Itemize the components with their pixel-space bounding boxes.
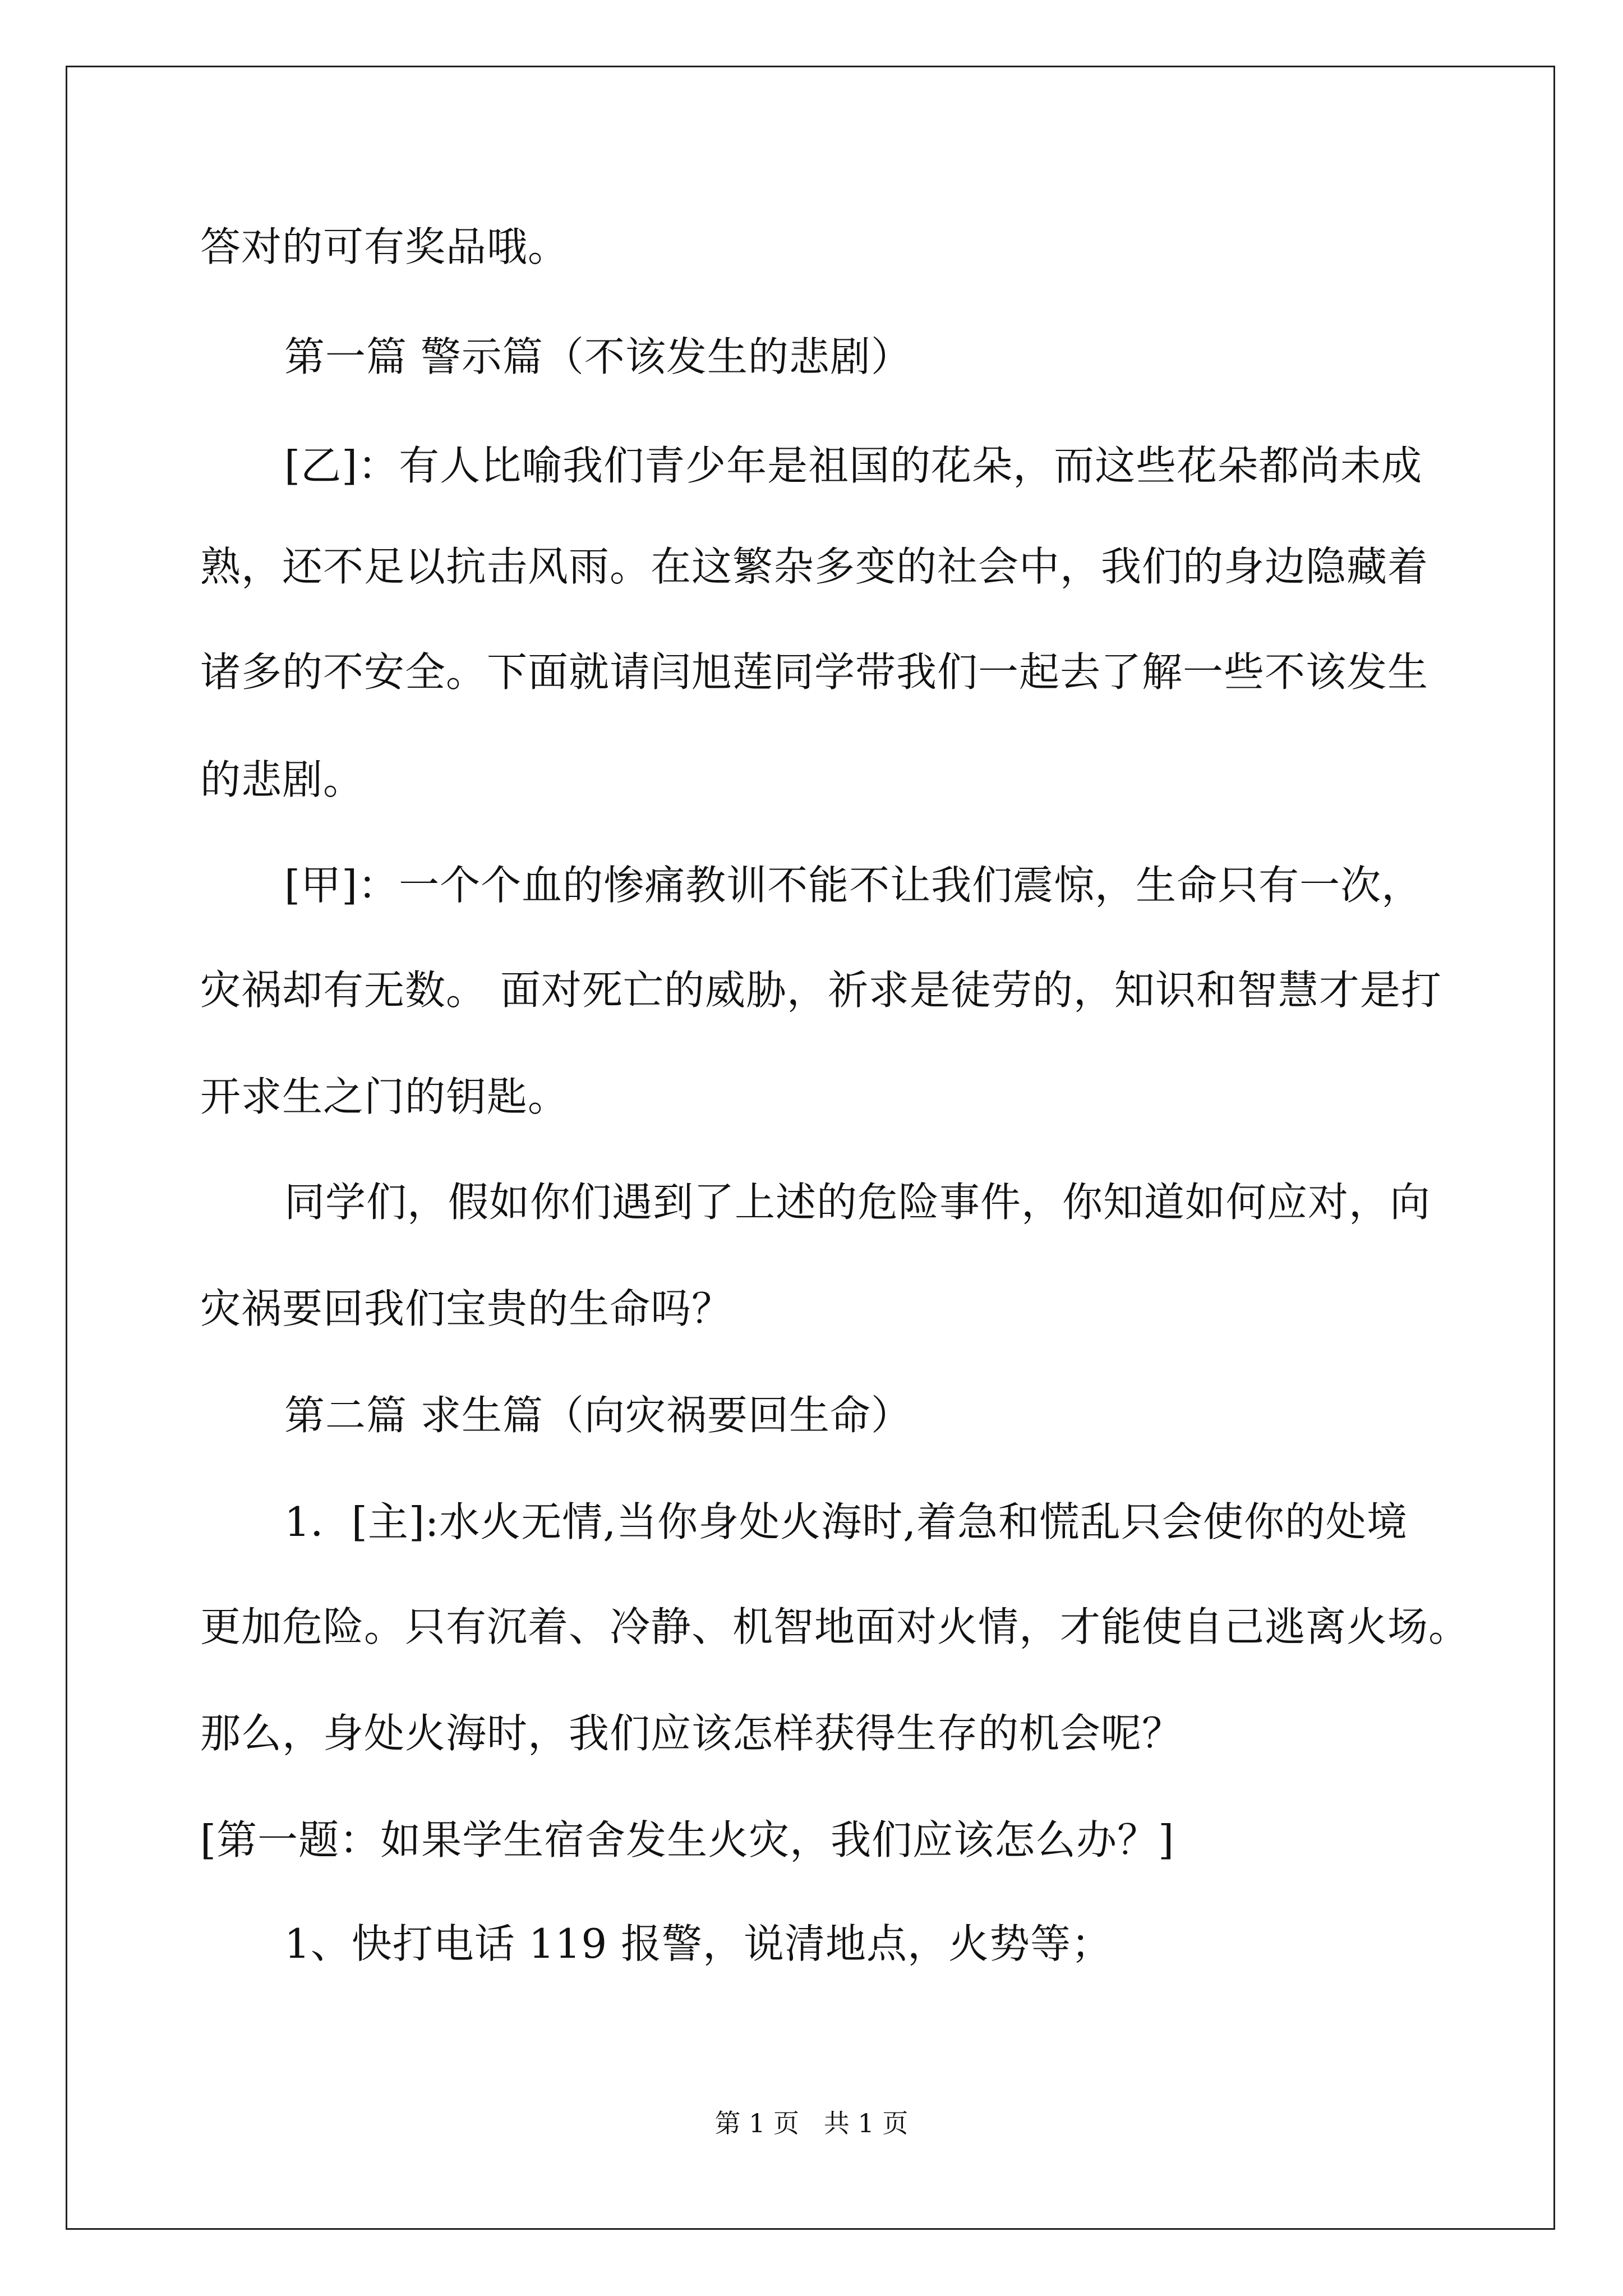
paragraph-line: 那么，身处火海时，我们应该怎样获得生存的机会呢？ (200, 1710, 1183, 1757)
paragraph-line: 灾祸要回我们宝贵的生命吗？ (200, 1285, 733, 1332)
paragraph-line: 诸多的不安全。下面就请闫旭莲同学带我们一起去了解一些不该发生 (200, 648, 1429, 696)
paragraph-line: 更加危险。只有沉着、冷静、机智地面对火情，才能使自己逃离火场。 (200, 1603, 1470, 1650)
paragraph-line: 的悲剧。 (200, 756, 365, 803)
page-border (66, 66, 1555, 2230)
paragraph-line: [甲]：一个个血的惨痛教训不能不让我们震惊，生命只有一次， (284, 862, 1423, 909)
page-number-footer: 第 1 页 共 1 页 (714, 2108, 909, 2138)
paragraph-line: 灾祸却有无数。 面对死亡的威胁，祈求是徒劳的，知识和智慧才是打 (200, 967, 1442, 1014)
paragraph-line: [乙]：有人比喻我们青少年是祖国的花朵，而这些花朵都尚未成 (284, 442, 1423, 489)
paragraph-line: 同学们，假如你们遇到了上述的危险事件，你知道如何应对，向 (284, 1179, 1431, 1226)
list-item: 1、快打电话 119 报警，说清地点，火势等； (284, 1920, 1113, 1967)
section-heading: 第二篇 求生篇（向灾祸要回生命） (284, 1392, 912, 1439)
paragraph-line: 开求生之门的钥匙。 (200, 1073, 569, 1120)
paragraph-line: 熟，还不足以抗击风雨。在这繁杂多变的社会中，我们的身边隐藏着 (200, 543, 1429, 590)
question-heading: [第一题：如果学生宿舍发生火灾，我们应该怎么办？] (200, 1816, 1175, 1864)
section-heading: 第一篇 警示篇（不该发生的悲剧） (284, 333, 912, 380)
paragraph-line: 1．[主]:水火无情,当你身处火海时,着急和慌乱只会使你的处境 (284, 1498, 1408, 1545)
paragraph-line: 答对的可有奖品哦。 (200, 223, 569, 270)
